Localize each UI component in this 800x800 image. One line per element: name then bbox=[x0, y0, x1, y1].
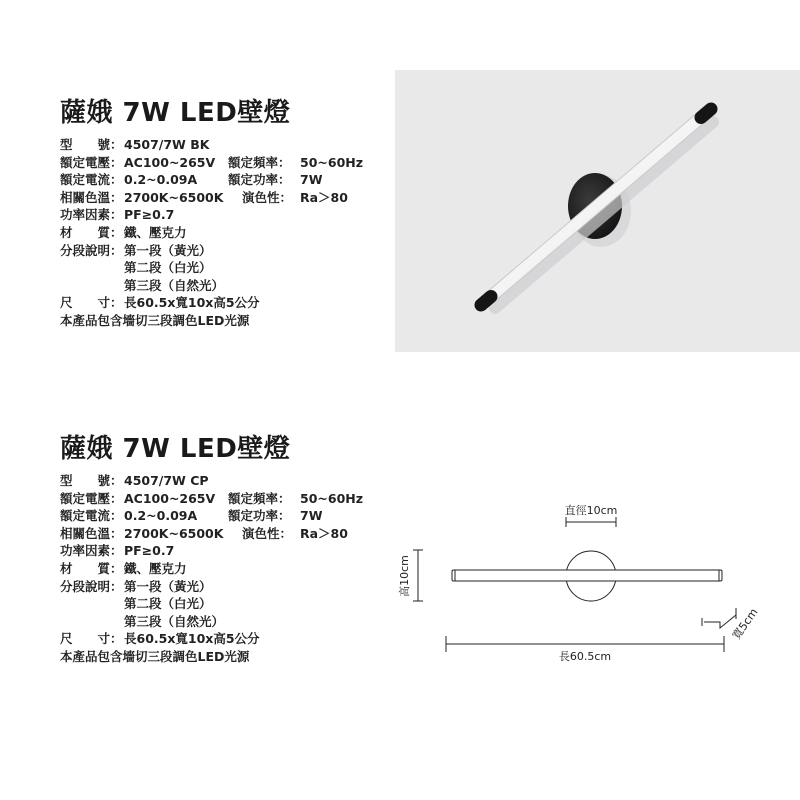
product-title: 薩娥 7W LED壁燈 bbox=[60, 98, 291, 128]
model-value: 4507/7W BK bbox=[124, 137, 210, 152]
product-title: 薩娥 7W LED壁燈 bbox=[60, 434, 291, 464]
stage-3-value: 第三段（自然光） bbox=[124, 613, 225, 629]
end-cap-left bbox=[481, 297, 491, 306]
cri-label: 演色性： bbox=[242, 189, 293, 205]
product-photo bbox=[395, 70, 800, 352]
material-value: 鐵、壓克力 bbox=[124, 560, 187, 576]
power-label: 額定功率： bbox=[228, 508, 291, 524]
power-label: 額定功率： bbox=[228, 172, 291, 188]
power-value: 7W bbox=[300, 172, 323, 188]
pf-label: 功率因素： bbox=[60, 207, 123, 223]
diameter-label: 直徑10cm bbox=[564, 504, 618, 517]
current-value: 0.2~0.09A bbox=[124, 172, 198, 188]
voltage-label: 額定電壓： bbox=[60, 490, 123, 506]
pf-label: 功率因素： bbox=[60, 543, 123, 559]
dimension-drawing bbox=[380, 490, 800, 690]
size-value: 長60.5x寬10x高5公分 bbox=[124, 631, 260, 647]
tube-outline bbox=[452, 570, 722, 581]
cct-label: 相關色溫： bbox=[60, 525, 123, 541]
stage-3-value: 第三段（自然光） bbox=[124, 277, 225, 293]
model-label: 型 號： bbox=[60, 137, 123, 152]
length-label: 長60.5cm bbox=[558, 650, 612, 663]
stage-label: 分段說明： bbox=[60, 578, 123, 594]
wall-lamp-photo bbox=[395, 70, 800, 352]
end-cap-right bbox=[701, 109, 711, 118]
voltage-value: AC100~265V bbox=[124, 154, 216, 170]
product-note: 本產品包含墻切三段調色LED光源 bbox=[60, 312, 250, 328]
current-label: 額定電流： bbox=[60, 508, 123, 524]
width-label: 寬5cm bbox=[729, 606, 761, 642]
cct-label: 相關色溫： bbox=[60, 189, 123, 205]
pf-value: PF≥0.7 bbox=[124, 207, 175, 223]
cct-value: 2700K~6500K bbox=[124, 525, 224, 541]
voltage-label: 額定電壓： bbox=[60, 154, 123, 170]
size-label: 尺 寸： bbox=[60, 295, 123, 311]
stage-label: 分段說明： bbox=[60, 242, 123, 258]
freq-value: 50~60Hz bbox=[300, 490, 364, 506]
freq-value: 50~60Hz bbox=[300, 154, 364, 170]
cri-label: 演色性： bbox=[242, 525, 293, 541]
freq-label: 額定頻率： bbox=[228, 490, 291, 506]
dimension-drawing-svg bbox=[380, 490, 800, 690]
size-value: 長60.5x寬10x高5公分 bbox=[124, 295, 260, 311]
power-value: 7W bbox=[300, 508, 323, 524]
current-value: 0.2~0.09A bbox=[124, 508, 198, 524]
stage-2-value: 第二段（白光） bbox=[124, 260, 212, 276]
model-label: 型 號： bbox=[60, 473, 123, 488]
model-value: 4507/7W CP bbox=[124, 473, 209, 488]
height-label: 高10cm bbox=[398, 555, 411, 597]
current-label: 額定電流： bbox=[60, 172, 123, 188]
freq-label: 額定頻率： bbox=[228, 154, 291, 170]
width-dim-line bbox=[704, 615, 736, 628]
stage-2-value: 第二段（白光） bbox=[124, 596, 212, 612]
led-tube bbox=[487, 114, 705, 300]
pf-value: PF≥0.7 bbox=[124, 543, 175, 559]
stage-1-value: 第一段（黃光） bbox=[124, 242, 212, 258]
material-label: 材 質： bbox=[60, 224, 123, 240]
product-note: 本產品包含墻切三段調色LED光源 bbox=[60, 648, 250, 664]
cri-value: Ra＞80 bbox=[300, 189, 348, 205]
material-label: 材 質： bbox=[60, 560, 123, 576]
material-value: 鐵、壓克力 bbox=[124, 224, 187, 240]
stage-1-value: 第一段（黃光） bbox=[124, 578, 212, 594]
cct-value: 2700K~6500K bbox=[124, 189, 224, 205]
size-label: 尺 寸： bbox=[60, 631, 123, 647]
voltage-value: AC100~265V bbox=[124, 490, 216, 506]
cri-value: Ra＞80 bbox=[300, 525, 348, 541]
